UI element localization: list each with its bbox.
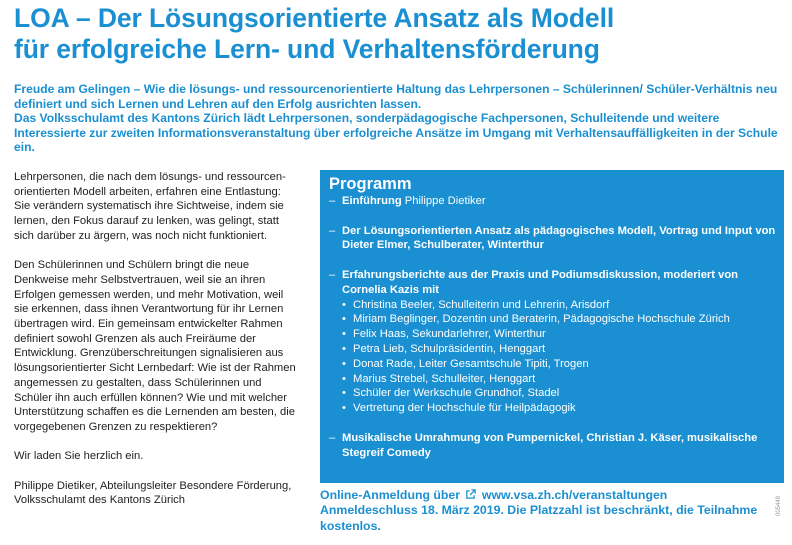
dash: – xyxy=(329,268,336,281)
participant: Schüler der Werkschule Grundhof, Stadel xyxy=(353,387,560,400)
online-registration xyxy=(320,488,784,503)
programm-item-4-text: Musikalische Umrahmung von Pumpernickel, Christian J. Käser, musikalische Stegreif Comedy xyxy=(342,431,758,459)
intro xyxy=(14,82,784,155)
list-item xyxy=(342,298,776,313)
participant: Miriam Beglinger, Dozentin und Beraterin, Pädagogische Hochschule Zürich xyxy=(353,313,730,326)
title-line-1: LOA – Der Lösungsorientierte Ansatz als Modell xyxy=(14,3,615,33)
list-item xyxy=(342,372,776,387)
registration-link[interactable]: www.vsa.zh.ch/veranstaltungen xyxy=(481,488,668,502)
list-item xyxy=(342,342,776,357)
list-item xyxy=(342,401,776,416)
participant-list xyxy=(329,298,776,416)
list-item xyxy=(342,357,776,372)
participant: Marius Strebel, Schulleiter, Henggart xyxy=(353,372,536,385)
bullet: • xyxy=(342,372,346,385)
list-item xyxy=(342,386,776,401)
registration-deadline: Anmeldeschluss 18. März 2019. Die Platzzahl ist beschränkt, die Teilnahme kostenlos. xyxy=(320,503,758,533)
dash: – xyxy=(329,195,336,207)
bullet: • xyxy=(342,402,346,415)
programm-item-3 xyxy=(329,268,776,298)
page-title xyxy=(14,3,784,65)
dash: – xyxy=(329,224,336,237)
external-link-icon xyxy=(465,489,476,500)
body-text xyxy=(14,170,300,523)
signature: Philippe Dietiker, Abteilungsleiter Besondere Förderung, Volksschulamt des Kantons Zürich xyxy=(14,479,292,507)
programm-item-1 xyxy=(329,194,776,209)
participant: Donat Rade, Leiter Gesamtschule Tipiti, Trogen xyxy=(353,357,589,370)
body-paragraph-3: Wir laden Sie herzlich ein. xyxy=(14,450,144,463)
bullet: • xyxy=(342,298,346,311)
programm-title: Programm xyxy=(329,175,412,193)
dash: – xyxy=(329,431,336,444)
programm-box xyxy=(320,170,784,483)
intro-paragraph-2: Das Volksschulamt des Kantons Zürich lädt Lehrpersonen, sonderpädagogische Fachpersonen, Schulleitende und weitere Interessierte zur zweiten Informationsveranstaltung über erfolgreiche Ansätze im Umgang mit Verhaltensauffälligkeiten in der Schule ein. xyxy=(14,111,778,155)
bullet: • xyxy=(342,342,346,355)
body-paragraph-2: Den Schülerinnen und Schülern bringt die neue Denkweise mehr Selbstvertrauen, weil sie an ihren Erfolgen gemessen werden, und mehr Motivation, weil sie erkennen, dass ihnen Verantwortung für ihr Lernen übertragen wird. Ein gemeinsam entwickelter Rahmen definiert sowohl Grenzen als auch Freiräume der Entwicklung. Grenzüberschreitungen signalisieren aus lösungsorientierter Sicht Lernbedarf: Wie ist der Rahmen angemessen zu gestalten, dass Schülerinnen und Schüler ihn auch erfüllen können? Wie und mit welcher Unterstützung schaffen es die Lernenden am besten, die vorgegebenen Grenzen zu respektieren? xyxy=(14,259,296,433)
participant: Christina Beeler, Schulleiterin und Lehrerin, Arisdorf xyxy=(353,298,610,311)
body-paragraph-1: Lehrpersonen, die nach dem lösungs- und ressourcenorientierten Modell arbeiten, erfahren eine Entlastung: Sie verändern systematisch ihre Sichtweise, indem sie lernen, den Fokus darauf zu lenken, was gelingt, statt sich darüber zu ärgern, was noch nicht funktioniert. xyxy=(14,171,286,242)
participant: Petra Lieb, Schulpräsidentin, Henggart xyxy=(353,342,546,355)
list-item xyxy=(342,312,776,327)
programm-item-3-text: Erfahrungsberichte aus der Praxis und Podiumsdiskussion, moderiert von Cornelia Kazis mit xyxy=(342,268,739,296)
intro-paragraph-1: Freude am Gelingen – Wie die lösungs- und ressourcenorientierte Haltung das Lehrpersonen – Schülerinnen/ Schüler-Verhältnis neu definiert und sich Lernen und Lehren auf den Erfolg ausrichten lassen. xyxy=(14,82,778,111)
programm-item-1-bold: Einführung xyxy=(342,195,402,207)
programm-item-1-rest: Philippe Dietiker xyxy=(401,195,486,207)
participant: Vertretung der Hochschule für Heilpädagogik xyxy=(353,402,576,415)
programm-item-2-text: Der Lösungsorientierten Ansatz als pädagogisches Modell, Vortrag und Input von Dieter Elmer, Schulberater, Winterthur xyxy=(342,224,776,252)
list-item xyxy=(342,327,776,342)
programm-item-2 xyxy=(329,224,776,254)
bullet: • xyxy=(342,357,346,370)
title-line-2: für erfolgreiche Lern- und Verhaltensförderung xyxy=(14,34,600,64)
online-label: Online-Anmeldung über xyxy=(320,488,461,502)
document-code: 005448 xyxy=(776,495,782,516)
bullet: • xyxy=(342,313,346,326)
programm-item-4 xyxy=(329,431,776,461)
bullet: • xyxy=(342,387,346,400)
registration-info xyxy=(320,488,784,534)
participant: Felix Haas, Sekundarlehrer, Winterthur xyxy=(353,328,546,341)
bullet: • xyxy=(342,328,346,341)
